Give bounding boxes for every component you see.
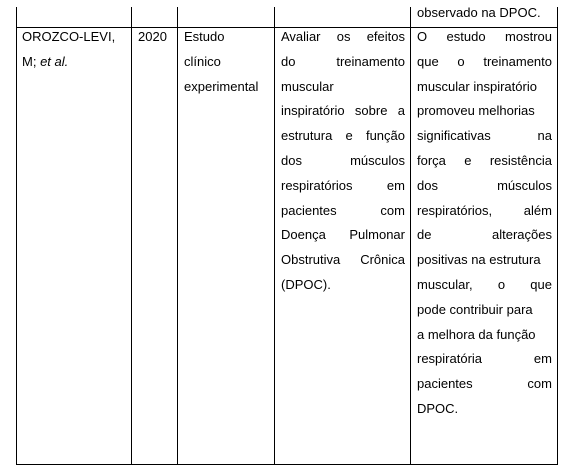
results-line: pode contribuir para (417, 301, 533, 317)
results-line: muscular, o que (417, 276, 552, 292)
objective-line: respiratórios em (281, 177, 405, 193)
column-divider-year (177, 7, 178, 465)
study-type-line: experimental (184, 78, 259, 94)
objective-line: Obstrutiva Crônica (281, 252, 405, 268)
results-line: respiratória em (417, 351, 552, 367)
objective-line: dos músculos (281, 152, 405, 168)
objective-line: do treinamento (281, 53, 405, 69)
results-line: DPOC. (417, 400, 459, 416)
results-line: significativas na (417, 128, 552, 144)
year-value: 2020 (138, 29, 167, 44)
table-border-bottom (16, 464, 558, 465)
results-line: positivas na estrutura (417, 252, 541, 268)
column-divider-study-type (274, 7, 275, 465)
results-line: dos músculos (417, 177, 552, 193)
objective-line: (DPOC). (281, 276, 331, 292)
objective-line: pacientes com (281, 202, 405, 218)
column-divider-author (131, 7, 132, 465)
study-type-cell (184, 25, 270, 99)
objective-cell (281, 25, 405, 298)
results-line: a melhora da função (417, 326, 536, 342)
results-line: força e resistência (417, 152, 552, 168)
author-name: OROZCO-LEVI, (22, 29, 116, 44)
results-line: O estudo mostrou (417, 29, 552, 44)
study-type-line: clínico (184, 53, 221, 69)
results-line: respiratórios, além (417, 202, 552, 218)
results-line: muscular inspiratório (417, 78, 537, 94)
table-border-right (557, 7, 558, 465)
objective-line: Avaliar os efeitos (281, 29, 405, 44)
table-border-left (16, 7, 17, 465)
results-cell (417, 25, 552, 422)
column-divider-objective (410, 7, 411, 465)
results-line: que o treinamento (417, 53, 552, 69)
results-line: pacientes com (417, 376, 552, 392)
objective-line: Doença Pulmonar (281, 227, 405, 243)
previous-row-results-tail: observado na DPOC. (417, 5, 541, 20)
objective-line: estrutura e função (281, 128, 405, 144)
study-type-line: Estudo (184, 29, 225, 44)
objective-line: inspiratório sobre a (281, 103, 405, 119)
results-line: de alterações (417, 227, 552, 243)
objective-line: muscular (281, 78, 334, 94)
author-et-al: et al. (40, 53, 69, 69)
year-cell (138, 25, 174, 50)
author-cell (22, 25, 127, 75)
results-line: promoveu melhorias (417, 103, 535, 119)
author-suffix: M; et al. (22, 53, 69, 69)
